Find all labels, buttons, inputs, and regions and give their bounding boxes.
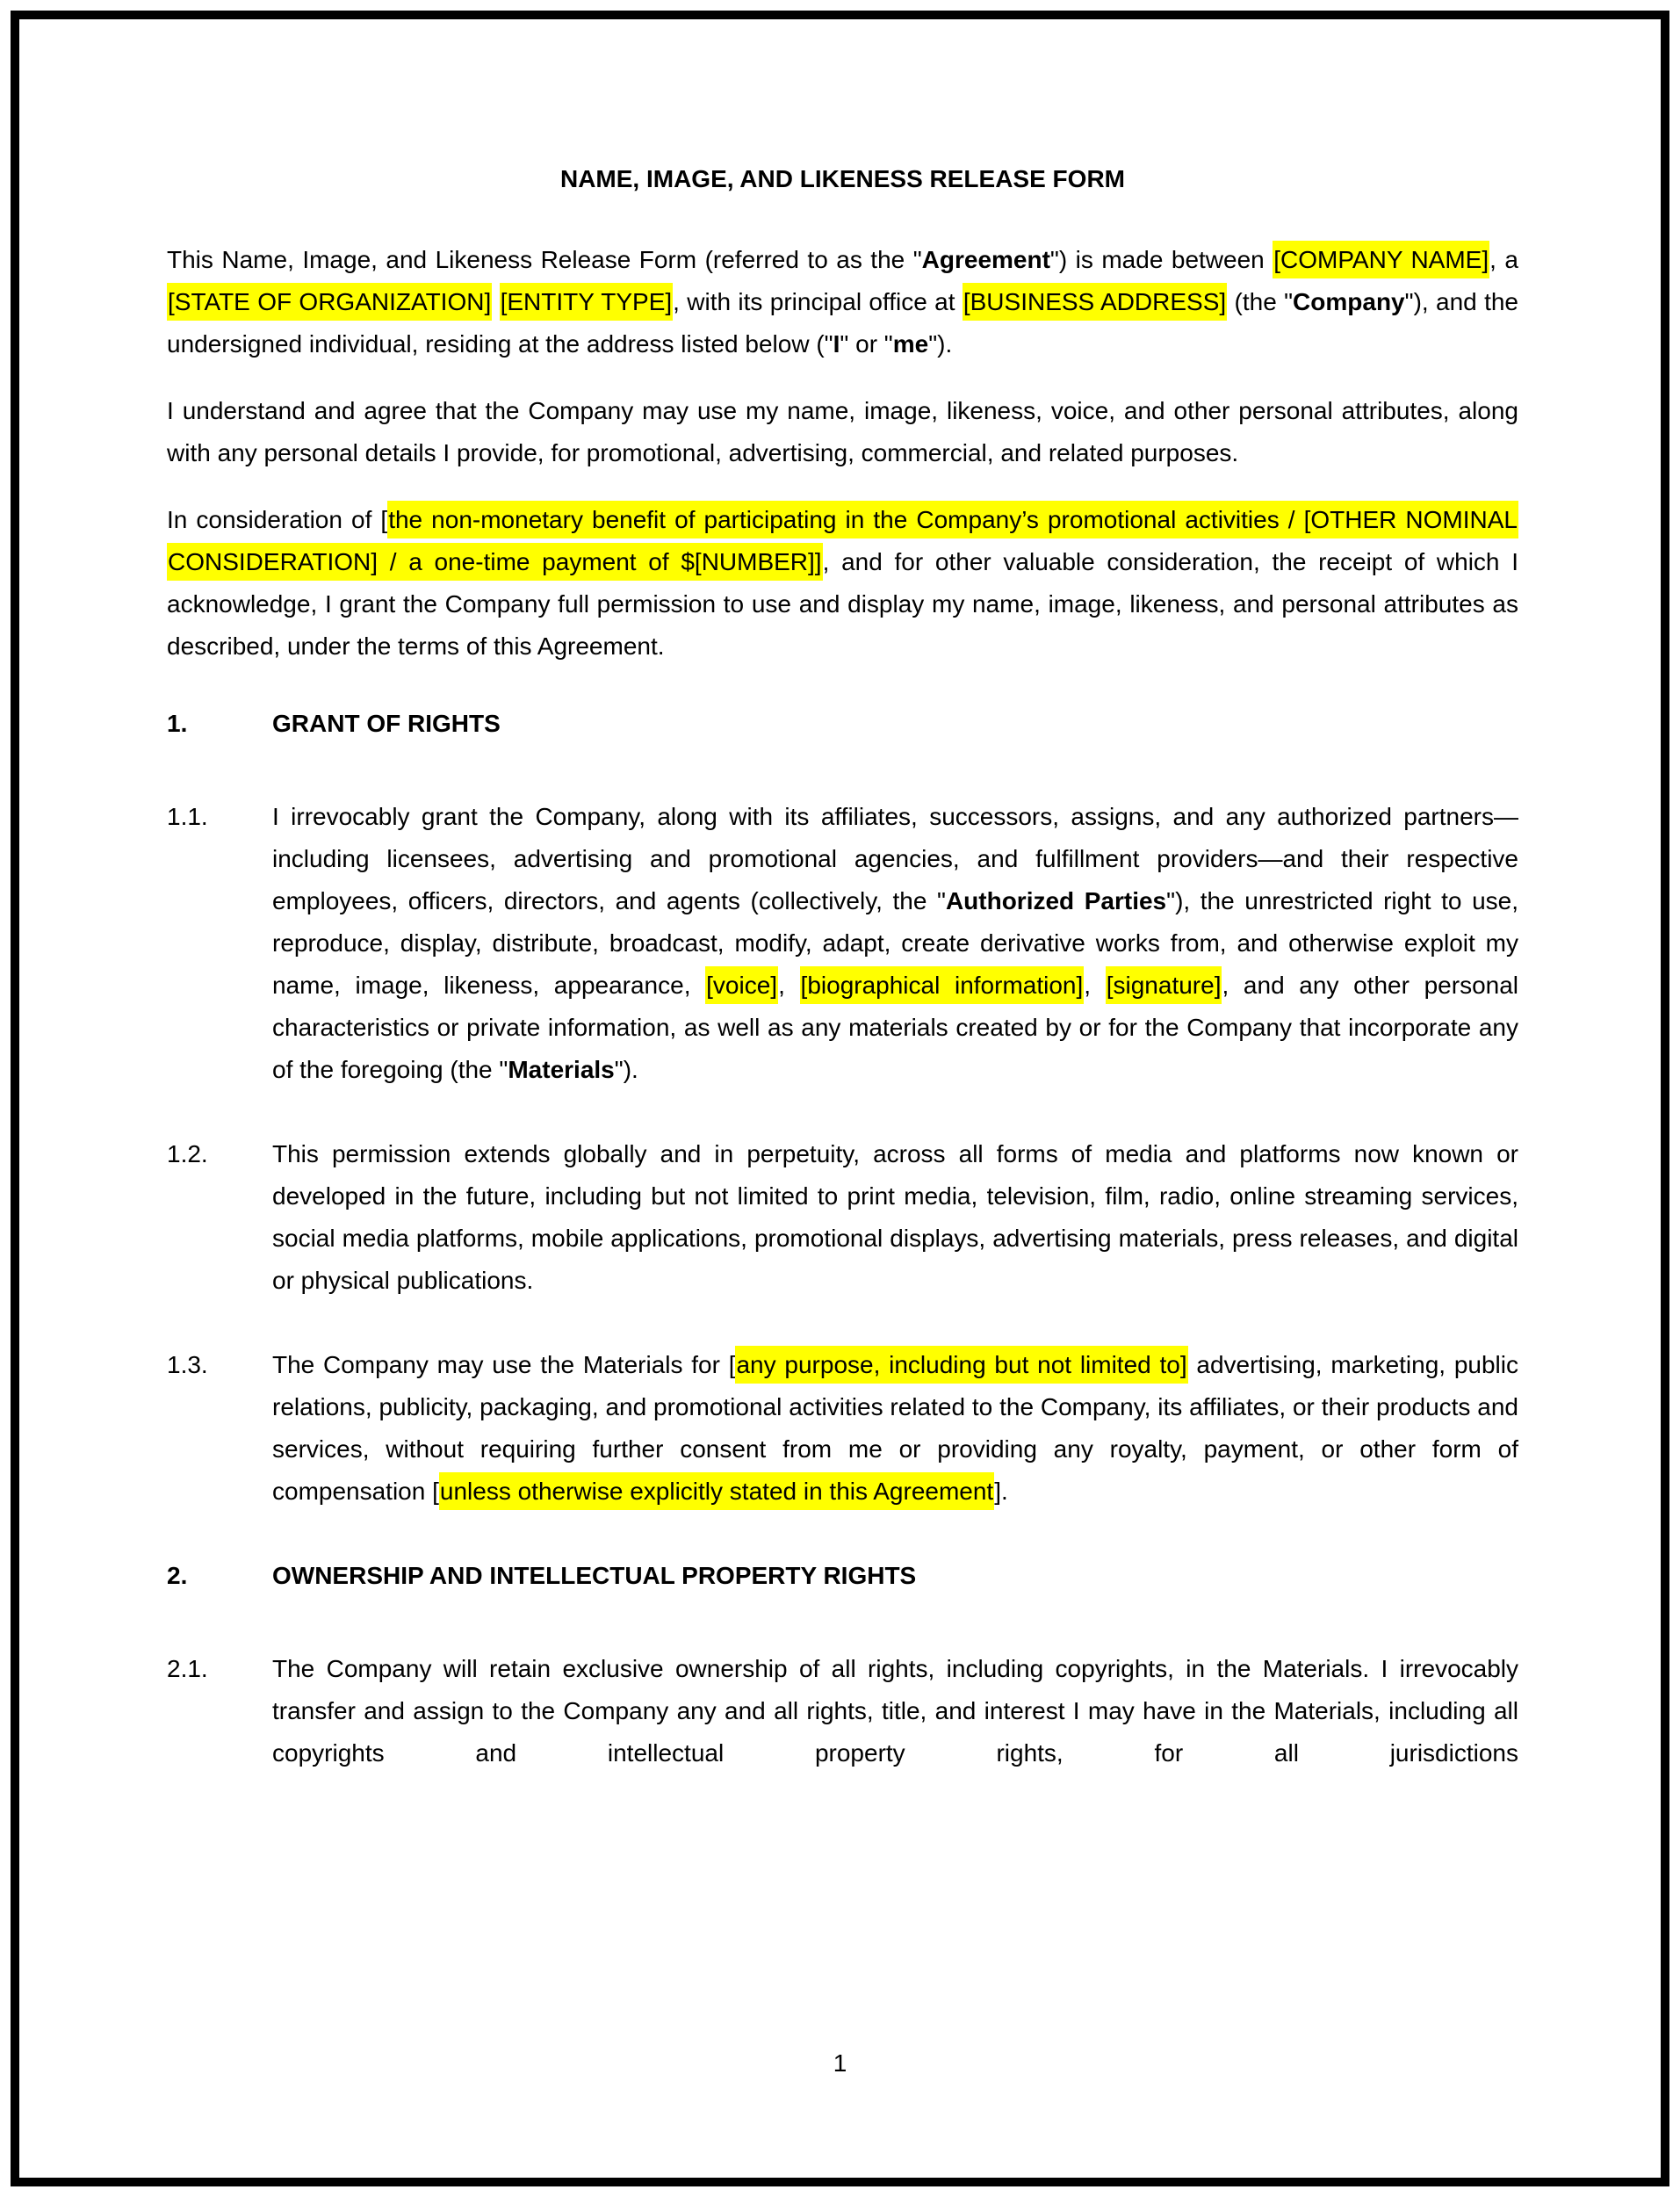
highlighted-text: the non-monetary benefit of participating in the Company’s promotional activities / [OTHER NOMINAL CONSIDERATION] / a one-time payment of $[NUMBER]]: [167, 501, 1518, 581]
clause-text: [272, 1555, 1518, 1597]
highlighted-text: [COMPANY NAME]: [1273, 241, 1489, 278]
text-run: This Name, Image, and Likeness Release Form (referred to as the ": [167, 246, 922, 273]
numbered-clause: [167, 796, 1518, 1091]
text-run: I understand and agree that the Company may use my name, image, likeness, voice, and other personal attributes, along with any personal details I provide, for promotional, advertising, commercial, and related purposes.: [167, 397, 1518, 466]
text-run: In consideration of [: [167, 506, 388, 533]
paragraph: [167, 390, 1518, 474]
text-run: ").: [928, 330, 953, 358]
section-heading: [167, 1555, 1518, 1597]
clause-number: 1.: [167, 710, 188, 737]
text-run: I irrevocably grant the Company, along with its affiliates, successors, assigns, and any authorized partners—including licensees, advertising and promotional agencies, and fulfillment providers—and their respective employees, officers, directors, and agents (collectively, the ": [272, 803, 1518, 914]
highlighted-text: [ENTITY TYPE]: [500, 283, 674, 321]
text-run: ,: [1084, 972, 1106, 999]
bold-text: Authorized Parties: [945, 887, 1167, 914]
highlighted-text: unless otherwise explicitly stated in this Agreement: [439, 1472, 994, 1510]
document-blocks: [167, 239, 1518, 1774]
numbered-clause: [167, 1648, 1518, 1774]
document-title: NAME, IMAGE, AND LIKENESS RELEASE FORM: [559, 165, 1125, 192]
text-run: ").: [614, 1056, 638, 1083]
clause-text: [272, 1648, 1518, 1774]
text-run: (the ": [1227, 288, 1294, 315]
text-run: , and any other personal characteristics or private information, as well as any materials created by or for the Company that incorporate any of the foregoing (the ": [272, 972, 1519, 1083]
text-run: ].: [994, 1478, 1008, 1505]
clause-text: [272, 796, 1518, 1091]
text-run: advertising, marketing, public relations, publicity, packaging, and promotional activities related to the Company, its affiliates, or their products and services, without requiring further consent from me or providing any royalty, payment, or other form of compensation [: [272, 1351, 1518, 1505]
numbered-clause: [167, 1344, 1518, 1513]
text-run: "), the unrestricted right to use, reproduce, display, distribute, broadcast, modify, adapt, create derivative works from, and otherwise exploit my name, image, likeness, appearance,: [272, 887, 1518, 999]
bold-text: Agreement: [921, 246, 1050, 273]
clause-number: 2.: [167, 1562, 188, 1589]
clause-number: 2.1.: [167, 1655, 208, 1682]
highlighted-text: [signature]: [1106, 966, 1222, 1004]
clause-text: [272, 1344, 1518, 1513]
text-run: The Company will retain exclusive ownership of all rights, including copyrights, in the Materials. I irrevocably transfer and assign to the Company any and all rights, title, and interest I may have in the Materials, including all copyrights and intellectual property rights, for all jurisdictions: [272, 1655, 1518, 1767]
text-run: The Company may use the Materials for [: [272, 1351, 736, 1378]
text-run: , a: [1489, 246, 1518, 273]
text-run: ,: [778, 972, 800, 999]
document-content: [167, 158, 1518, 1817]
clause-text: [272, 703, 1518, 745]
section-heading: [167, 703, 1518, 745]
clause-number: 1.3.: [167, 1351, 208, 1378]
bold-text: I: [833, 330, 840, 358]
text-run: , with its principal office at: [673, 288, 963, 315]
clause-text: [272, 1133, 1518, 1302]
clause-number: 1.2.: [167, 1140, 208, 1167]
text-run: ") is made between: [1049, 246, 1273, 273]
text-run: GRANT OF RIGHTS: [272, 710, 501, 737]
bold-text: Materials: [508, 1056, 615, 1083]
paragraph: [167, 499, 1518, 668]
text-run: OWNERSHIP AND INTELLECTUAL PROPERTY RIGHTS: [272, 1562, 917, 1589]
highlighted-text: [voice]: [705, 966, 778, 1004]
numbered-clause: [167, 1133, 1518, 1302]
bold-text: Company: [1293, 288, 1405, 315]
highlighted-text: any purpose, including but not limited to]: [735, 1346, 1187, 1384]
text-run: " or ": [840, 330, 893, 358]
text-run: This permission extends globally and in perpetuity, across all forms of media and platforms now known or developed in the future, including but not limited to print media, television, film, radio, online streaming services, social media platforms, mobile applications, promotional displays, advertising materials, press releases, and digital or physical publications.: [272, 1140, 1518, 1294]
clause-number: 1.1.: [167, 803, 208, 830]
highlighted-text: [biographical information]: [800, 966, 1085, 1004]
highlighted-text: [BUSINESS ADDRESS]: [963, 283, 1227, 321]
text-run: [492, 288, 499, 315]
text-run: "), and the undersigned individual, residing at the address listed below (": [167, 288, 1518, 358]
paragraph: [167, 239, 1518, 365]
text-run: , and for other valuable consideration, the receipt of which I acknowledge, I grant the Company full permission to use and display my name, image, likeness, and personal attributes as described, under the terms of this Agreement.: [167, 548, 1518, 660]
highlighted-text: [STATE OF ORGANIZATION]: [167, 283, 492, 321]
bold-text: me: [892, 330, 929, 358]
page-number: 1: [833, 2049, 847, 2077]
